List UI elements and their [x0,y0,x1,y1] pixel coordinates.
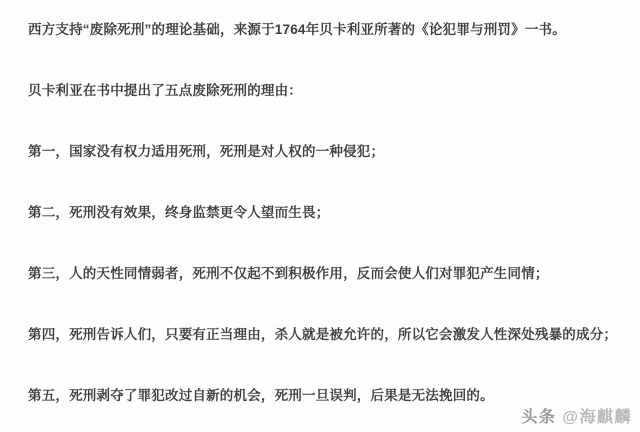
article-paragraph: 第五，死刑剥夺了罪犯改过自新的机会，死刑一旦误判，后果是无法挽回的。 [28,388,494,403]
article-paragraph: 第三，人的天性同情弱者，死刑不仅起不到积极作用，反而会使人们对罪犯产生同情； [28,266,549,281]
article-paragraph: 第四，死刑告诉人们，只要有正当理由，杀人就是被允许的，所以它会激发人性深处残暴的成分； [28,327,618,342]
article-paragraph: 西方支持“废除死刑”的理论基础，来源于1764年贝卡利亚所著的《论犯罪与刑罚》一书。 [28,22,566,37]
article-paragraph: 第二，死刑没有效果，终身监禁更令人望而生畏； [28,205,330,220]
watermark [521,404,632,427]
article-paragraph: 贝卡利亚在书中提出了五点废除死刑的理由： [28,83,302,98]
watermark-handle: @海麒麟 [562,409,632,426]
article-paragraph: 第一，国家没有权力适用死刑，死刑是对人权的一种侵犯； [28,144,385,159]
watermark-brand: 头条 [521,409,557,426]
